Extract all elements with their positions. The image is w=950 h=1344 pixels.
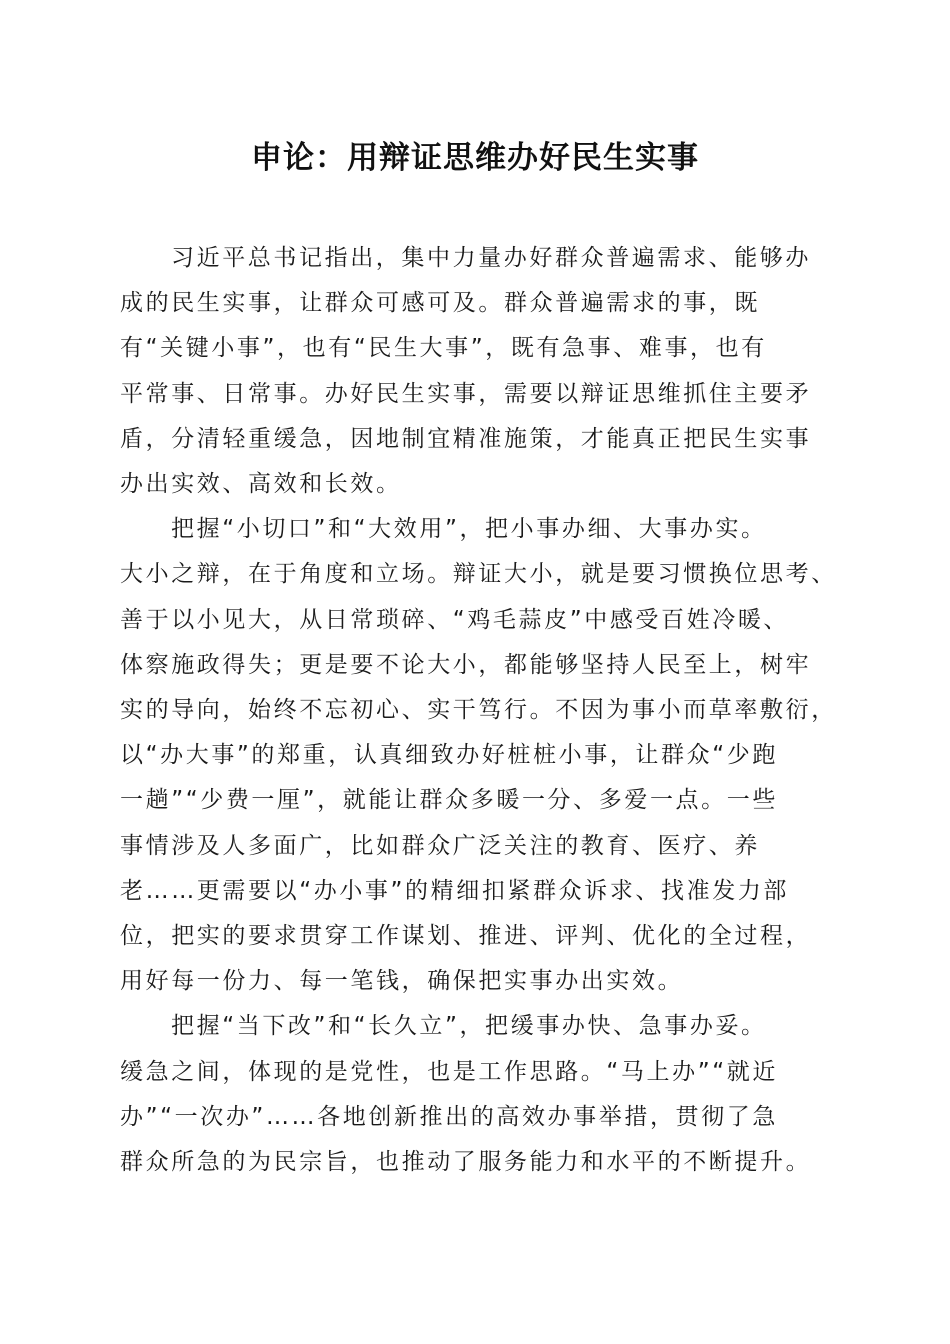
text-line: 位，把实的要求贯穿工作谋划、推进、评判、优化的全过程，	[120, 923, 812, 950]
text-line: 体察施政得失；更是要不论大小，都能够坚持人民至上，树牢	[120, 651, 812, 678]
text-line: 事情涉及人多面广，比如群众广泛关注的教育、医疗、养	[120, 832, 760, 859]
text-line: 缓急之间，体现的是党性，也是工作思路。“马上办”“就近	[120, 1058, 778, 1085]
text-line: 成的民生实事，让群众可感可及。群众普遍需求的事，既	[120, 290, 760, 317]
text-line: 有“关键小事”，也有“民生大事”，既有急事、难事，也有	[120, 335, 767, 362]
text-line: 大小之辩，在于角度和立场。辩证大小，就是要习惯换位思考、	[120, 561, 837, 588]
document-body	[120, 236, 837, 1185]
paragraph-3	[120, 1004, 832, 1185]
text-line: 实的导向，始终不忘初心、实干笃行。不因为事小而草率敷衍，	[120, 697, 837, 724]
text-line: 群众所急的为民宗旨，也推动了服务能力和水平的不断提升。	[120, 1149, 812, 1176]
text-line: 办出实效、高效和长效。	[120, 471, 402, 498]
text-line: 办”“一次办”……各地创新推出的高效办事举措，贯彻了急	[120, 1103, 778, 1130]
paragraph-2	[120, 507, 837, 1004]
document-title: 申论：用辩证思维办好民生实事	[251, 140, 699, 176]
text-line: 用好每一份力、每一笔钱，确保把实事办出实效。	[120, 968, 684, 995]
text-line: 善于以小见大，从日常琐碎、“鸡毛蒜皮”中感受百姓冷暖、	[120, 606, 790, 633]
text-line: 平常事、日常事。办好民生实事，需要以辩证思维抓住主要矛	[120, 380, 812, 407]
text-line: 盾，分清轻重缓急，因地制宜精准施策，才能真正把民生实事	[120, 425, 812, 452]
text-line: 习近平总书记指出，集中力量办好群众普遍需求、能够办	[171, 245, 811, 271]
text-line: 一趟”“少费一厘”，就能让群众多暖一分、多爱一点。一些	[120, 787, 778, 814]
text-line: 以“办大事”的郑重，认真细致办好桩桩小事，让群众“少跑	[120, 742, 778, 769]
text-line: 老……更需要以“办小事”的精细扣紧群众诉求、找准发力部	[120, 877, 790, 904]
text-line: 把握“小切口”和“大效用”，把小事办细、大事办实。	[171, 516, 767, 543]
paragraph-1	[120, 236, 832, 507]
text-line: 把握“当下改”和“长久立”，把缓事办快、急事办妥。	[171, 1013, 767, 1040]
